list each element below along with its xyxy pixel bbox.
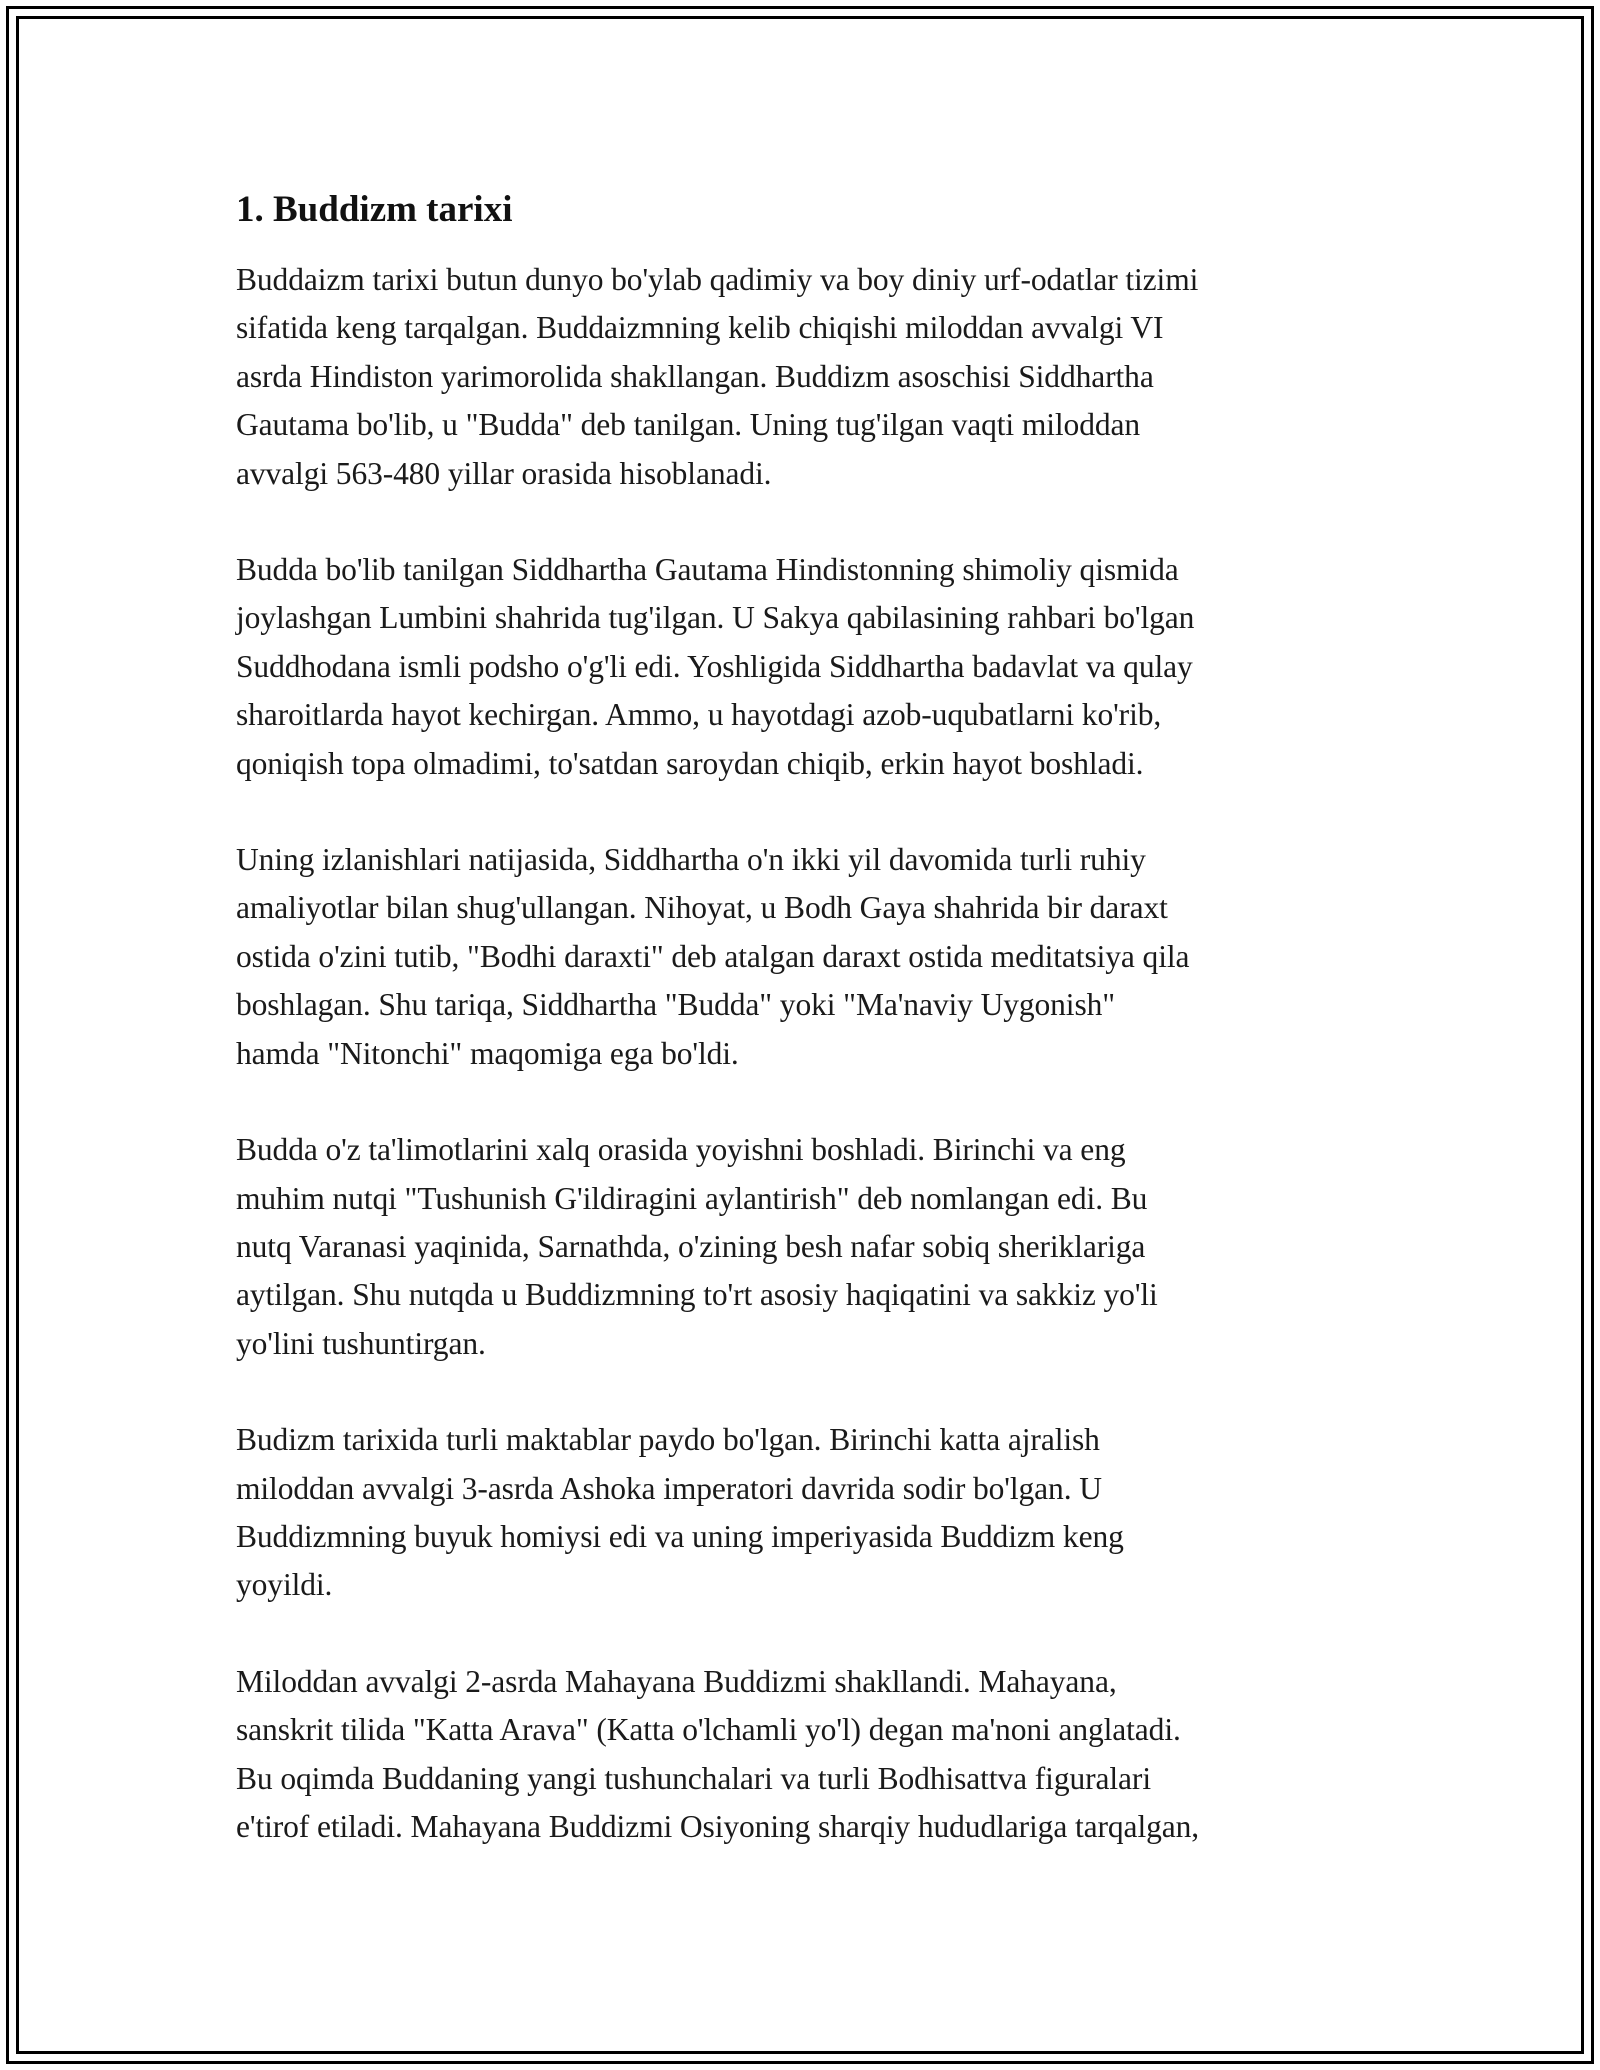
- paragraph-line: yo'lini tushuntirgan.: [236, 1325, 486, 1361]
- paragraph-line: muhim nutqi "Tushunish G'ildiragini aylantirish" deb nomlangan edi. Bu: [236, 1180, 1148, 1216]
- paragraph-line: yoyildi.: [236, 1567, 333, 1603]
- paragraph-line: sharoitlarda hayot kechirgan. Ammo, u hayotdagi azob-uqubatlarni ko'rib,: [236, 697, 1162, 733]
- paragraph: [236, 1658, 1406, 1852]
- paragraph-line: Budda bo'lib tanilgan Siddhartha Gautama Hindistonning shimoliy qismida: [236, 552, 1179, 588]
- paragraph-line: Buddizmning buyuk homiysi edi va uning imperiyasida Buddizm keng: [236, 1518, 1124, 1554]
- paragraph: [236, 256, 1406, 498]
- paragraph: [236, 546, 1406, 788]
- paragraph-line: amaliyotlar bilan shug'ullangan. Nihoyat, u Bodh Gaya shahrida bir daraxt: [236, 890, 1168, 926]
- paragraph-line: sifatida keng tarqalgan. Buddaizmning kelib chiqishi miloddan avvalgi VI: [236, 310, 1164, 346]
- paragraph-line: Budizm tarixida turli maktablar paydo bo'lgan. Birinchi katta ajralish: [236, 1422, 1100, 1458]
- paragraph-line: ostida o'zini tutib, "Bodhi daraxti" deb atalgan daraxt ostida meditatsiya qila: [236, 938, 1190, 974]
- paragraph-line: Miloddan avvalgi 2-asrda Mahayana Buddizmi shakllandi. Mahayana,: [236, 1663, 1117, 1699]
- section-heading: 1. Buddizm tarixi: [236, 189, 513, 230]
- paragraph-line: boshlagan. Shu tariqa, Siddhartha "Budda" yoki "Ma'naviy Uygonish": [236, 987, 1116, 1023]
- paragraph-line: Suddhodana ismli podsho o'g'li edi. Yoshligida Siddhartha badavlat va qulay: [236, 648, 1193, 684]
- paragraph-line: Gautama bo'lib, u "Budda" deb tanilgan. Uning tug'ilgan vaqti miloddan: [236, 407, 1141, 443]
- document-body: [236, 186, 1406, 1899]
- paragraph-line: avvalgi 563-480 yillar orasida hisoblanadi.: [236, 455, 772, 491]
- paragraph-line: sanskrit tilida "Katta Arava" (Katta o'lchamli yo'l) degan ma'noni anglatadi.: [236, 1712, 1181, 1748]
- paragraph-line: hamda "Nitonchi" maqomiga ega bo'ldi.: [236, 1035, 739, 1071]
- paragraph-line: e'tirof etiladi. Mahayana Buddizmi Osiyoning sharqiy hududlariga tarqalgan,: [236, 1808, 1200, 1844]
- paragraph-line: Buddaizm tarixi butun dunyo bo'ylab qadimiy va boy diniy urf-odatlar tizimi: [236, 262, 1199, 297]
- paragraph: [236, 1416, 1406, 1610]
- paragraph-line: Budda o'z ta'limotlarini xalq orasida yoyishni boshladi. Birinchi va eng: [236, 1132, 1126, 1168]
- paragraph-line: Uning izlanishlari natijasida, Siddhartha o'n ikki yil davomida turli ruhiy: [236, 842, 1146, 878]
- paragraph-line: qoniqish topa olmadimi, to'satdan saroydan chiqib, erkin hayot boshladi.: [236, 745, 1144, 781]
- paragraph-line: aytilgan. Shu nutqda u Buddizmning to'rt asosiy haqiqatini va sakkiz yo'li: [236, 1277, 1158, 1313]
- paragraph: [236, 1126, 1406, 1368]
- paragraph-line: nutq Varanasi yaqinida, Sarnathda, o'zining besh nafar sobiq sheriklariga: [236, 1228, 1146, 1264]
- paragraph-line: Bu oqimda Buddaning yangi tushunchalari va turli Bodhisattva figuralari: [236, 1760, 1151, 1796]
- paragraph-list: [236, 256, 1406, 1851]
- paragraph: [236, 836, 1406, 1078]
- paragraph-line: joylashgan Lumbini shahrida tug'ilgan. U Sakya qabilasining rahbari bo'lgan: [236, 600, 1195, 636]
- paragraph-line: miloddan avvalgi 3-asrda Ashoka imperatori davrida sodir bo'lgan. U: [236, 1470, 1102, 1506]
- paragraph-line: asrda Hindiston yarimorolida shakllangan. Buddizm asoschisi Siddhartha: [236, 358, 1154, 394]
